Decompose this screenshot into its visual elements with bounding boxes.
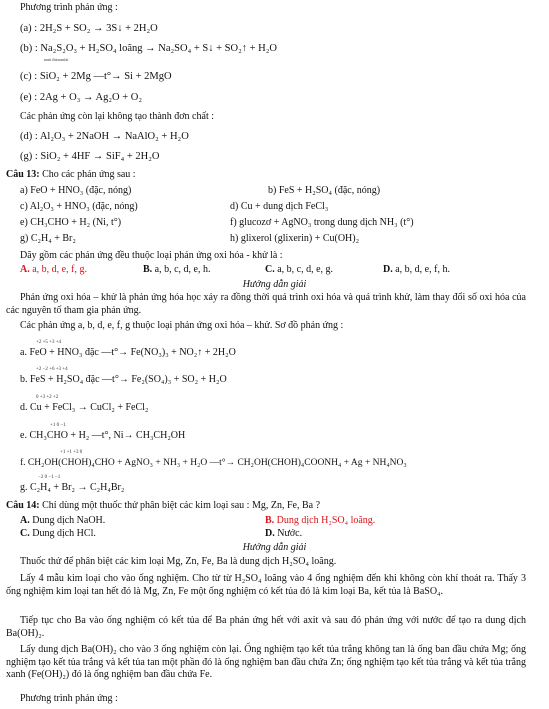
reaction-f-oxidation-states: +1 +1 +3 0 <box>60 450 83 455</box>
equation-c: (c) : SiO₂ + 2Mg —t°→ Si + 2MgO <box>20 71 172 82</box>
q13-explanation-2: Các phản ứng a, b, d, e, f, g thuộc loại phản ứng oxi hóa – khử. Sơ đồ phản ứng : <box>20 320 344 331</box>
reaction-b-oxidation-states: +2 −2 +6 +3 +4 <box>36 367 68 372</box>
remaining-label: Các phản ứng còn lại không tạo thành đơn chất : <box>20 111 214 122</box>
reaction-e: e. CH₃CHO + H₂ —t°, Ni→ CH₃CH₂OH <box>20 430 186 441</box>
q13-option-c-text: a, b, c, d, e, g. <box>274 264 334 275</box>
equation-g: (g) : SiO₂ + 4HF → SiF₄ + 2H₂O <box>20 151 160 162</box>
q14-option-c-text: Dung dịch HCl. <box>29 528 96 539</box>
q13-option-a <box>20 264 87 276</box>
q13-option-a-letter: A. <box>20 264 30 275</box>
q13-option-c-letter: C. <box>265 264 275 275</box>
q13-item-h: h) glixerol (glixerin) + Cu(OH)₂ <box>230 233 360 244</box>
q13-option-d <box>383 264 450 276</box>
equation-b: (b) : Na₂S₂O₃ + H₂SO₄ loãng → Na₂SO₄ + S↓ + SO₂↑ + H₂O <box>20 43 278 54</box>
reaction-d-oxidation-states: 0 +3 +2 +2 <box>36 395 59 400</box>
q14-option-d <box>265 528 302 540</box>
q13-option-b-text: a, b, c, d, e, h. <box>152 264 211 275</box>
q14-option-a-letter: A. <box>20 515 30 526</box>
q14-option-b-letter: B. <box>265 515 275 526</box>
reaction-a-oxidation-states: +2 +5 +3 +4 <box>36 340 62 345</box>
q14-title: Câu 14: <box>6 500 40 511</box>
reaction-f: f. CH₂OH(CHOH)₄CHO + AgNO₃ + NH₃ + H₂O —t°→ CH₂OH(CHOH)₄COONH₄ + Ag + NH₄NO₃ <box>20 458 407 468</box>
q13-explanation-1: Phản ứng oxi hóa – khử là phản ứng hóa học xảy ra đồng thời quá trình oxi hóa và quá trình khử, làm thay đổi số oxi hóa của các nguyên tố tham gia phản ứng. <box>6 292 526 316</box>
q14-option-c-letter: C. <box>20 528 30 539</box>
q14-option-b-text: Dung dịch H₂SO₄ loãng. <box>274 515 376 526</box>
q13-item-c: c) Al₂O₃ + HNO₃ (đặc, nóng) <box>20 201 138 212</box>
q13-item-b: b) FeS + H₂SO₄ (đặc, nóng) <box>268 185 381 196</box>
reaction-g: g. C₂H₄ + Br₂ → C₂H₄Br₂ <box>20 482 125 493</box>
reaction-d: d. Cu + FeCl₃ → CuCl₂ + FeCl₂ <box>20 402 149 413</box>
q14-option-a-text: Dung dịch NaOH. <box>29 515 106 526</box>
intro-label: Phương trình phản ứng : <box>20 2 118 13</box>
reaction-b: b. FeS + H₂SO₄ đặc —t°→ Fe₂(SO₄)₃ + SO₂ + H₂O <box>20 374 227 385</box>
q14-option-d-text: Nước. <box>274 528 303 539</box>
q14-option-b <box>265 515 375 527</box>
reaction-g-oxidation-states: −2 0 −1 −1 <box>38 475 61 480</box>
q14-explanation-4: Lấy dung dịch Ba(OH)₂ cho vào 3 ống nghiệm còn lại. Ống nghiệm tạo kết tủa trắng không tan là ống ban đầu chứa Mg; ống nghiệm tạo kết tủa trắng và kết tủa tan một phần đó là ống nghiệm ban đầu chứa Zn; ống nghiệm tạo kết tủa trắng và kết tủa trắng xanh (Fe(OH)₂) đó là ống nghiệm ban đầu chứa Fe. <box>6 644 526 680</box>
q13-title: Câu 13: <box>6 169 40 180</box>
reaction-a: a. FeO + HNO₃ đặc —t°→ Fe(NO₃)₃ + NO₂↑ + 2H₂O <box>20 347 236 358</box>
q13-item-g: g) C₂H₄ + Br₂ <box>20 233 76 244</box>
q13-guide-heading: Hướng dẫn giải <box>242 279 307 290</box>
q13-item-e: e) CH₃CHO + H₂ (Ni, t°) <box>20 217 122 228</box>
q14-reaction-label: Phương trình phản ứng : <box>20 693 118 704</box>
q14-option-a <box>20 515 105 527</box>
q13-heading <box>6 169 136 181</box>
q14-guide-heading: Hướng dẫn giải <box>242 542 307 553</box>
q13-item-a: a) FeO + HNO₃ (đặc, nóng) <box>20 185 132 196</box>
equation-b-note: natri thiosunfat <box>44 57 69 62</box>
q13-option-b-letter: B. <box>143 264 153 275</box>
q13-option-c <box>265 264 333 276</box>
q13-question: Dãy gồm các phản ứng đều thuộc loại phản ứng oxi hóa - khử là : <box>20 250 283 261</box>
q13-stem: Cho các phản ứng sau : <box>39 169 136 180</box>
q13-option-b <box>143 264 211 276</box>
q14-explanation-1: Thuốc thử để phân biệt các kim loại Mg, Zn, Fe, Ba là dung dịch H₂SO₄ loãng. <box>20 556 337 567</box>
q14-option-d-letter: D. <box>265 528 275 539</box>
q14-option-c <box>20 528 96 540</box>
equation-e: (e) : 2Ag + O₃ → Ag₂O + O₂ <box>20 92 142 103</box>
q13-option-d-letter: D. <box>383 264 393 275</box>
q14-heading <box>6 500 320 512</box>
equation-d: (d) : Al₂O₃ + 2NaOH → NaAlO₂ + H₂O <box>20 131 189 142</box>
reaction-e-oxidation-states: +1 0 −1 <box>50 423 66 428</box>
q14-explanation-2: Lấy 4 mẫu kim loại cho vào ống nghiệm. Cho từ từ H₂SO₄ loãng vào 4 ống nghiệm đến khi không còn khí thoát ra. Thấy 3 ống nghiệm kim loại tan hết đó là Mg, Zn, Fe một ống nghiệm có kết tủa đó là kim loại Ba, kết tủa là BaSO₄. <box>6 573 526 597</box>
q13-item-f: f) glucozơ + AgNO₃ trong dung dịch NH₃ (t°) <box>230 217 414 228</box>
q14-stem: Chỉ dùng một thuốc thử phân biệt các kim loại sau : Mg, Zn, Fe, Ba ? <box>39 500 321 511</box>
q14-explanation-3: Tiếp tục cho Ba vào ống nghiệm có kết tủa để Ba phản ứng hết với axit và sau đó phản ứng với nước để tạo ra dung dịch Ba(OH)₂. <box>6 615 526 639</box>
q13-option-a-text: a, b, d, e, f, g. <box>29 264 87 275</box>
equation-a: (a) : 2H₂S + SO₂ → 3S↓ + 2H₂O <box>20 23 158 34</box>
q13-item-d: d) Cu + dung dịch FeCl₃ <box>230 201 329 212</box>
q13-option-d-text: a, b, d, e, f, h. <box>392 264 450 275</box>
